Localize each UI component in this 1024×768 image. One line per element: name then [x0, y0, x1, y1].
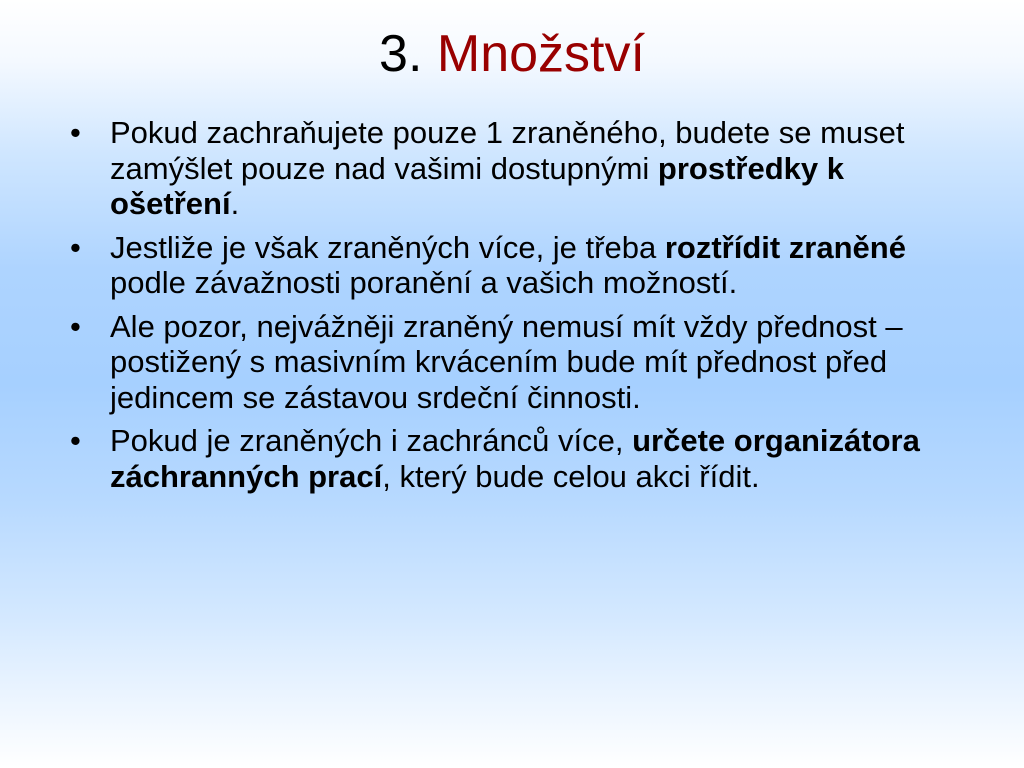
text-run-bold: prostředky k ošetření	[110, 150, 844, 221]
bullet-marker: •	[70, 423, 81, 458]
text-run: Pokud je zraněných i zachránců více,	[110, 423, 633, 458]
text-run: Pokud zachraňujete pouze 1 zraněného, budete se muset zamýšlet pouze nad vašimi dostupnými	[110, 115, 905, 186]
bullet-text	[110, 309, 903, 415]
bullet-text	[110, 230, 906, 301]
text-run: , který bude celou akci řídit.	[382, 458, 760, 494]
bullet-marker: •	[70, 229, 81, 265]
bullet-text	[110, 115, 905, 221]
text-run: Jestliže je však zraněných více, je třeba	[110, 229, 665, 265]
text-run-bold: určete organizátora záchranných prací	[110, 423, 920, 494]
text-run: .	[230, 186, 240, 221]
title-number: 3.	[379, 25, 423, 83]
bullet-item	[70, 309, 980, 416]
bullet-marker: •	[70, 308, 81, 344]
bullet-item	[70, 115, 980, 222]
bullet-item	[70, 423, 980, 494]
bullet-marker: •	[70, 115, 81, 150]
bullet-list	[70, 115, 980, 502]
bullet-text	[110, 423, 920, 494]
title-word: Množství	[436, 25, 645, 83]
text-run: podle závažnosti poranění a vašich možností.	[110, 265, 738, 300]
text-run: Ale pozor, nejvážněji zraněný nemusí mít vždy přednost – postižený s masivním krvácením bude mít přednost před jedincem se zástavou srdeční činnosti.	[110, 308, 903, 415]
bullet-item	[70, 230, 980, 301]
slide-title	[0, 18, 1024, 90]
text-run-bold: roztřídit zraněné	[664, 229, 906, 265]
